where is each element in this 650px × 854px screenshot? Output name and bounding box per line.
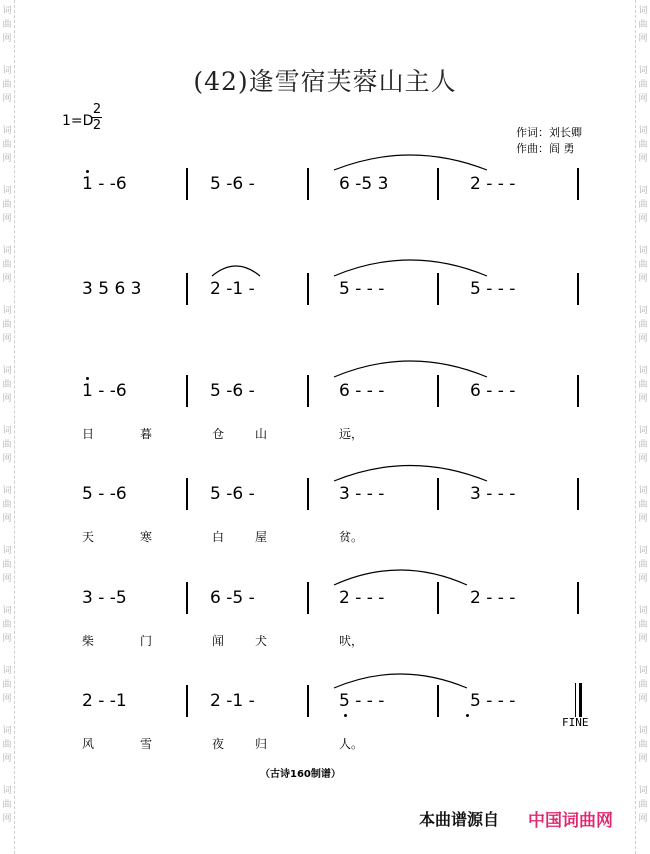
- barline: [307, 685, 309, 717]
- barline: [186, 582, 188, 614]
- final-barline: [575, 683, 576, 717]
- watermark-glyph: 网: [2, 454, 12, 464]
- watermark-left: [0, 0, 14, 854]
- watermark-block: [636, 4, 650, 46]
- composer-credit: 作曲：阎 勇: [516, 142, 575, 155]
- left-margin: [0, 0, 15, 854]
- watermark-glyph: 曲: [2, 620, 12, 630]
- lyric-syllable: 门: [140, 634, 153, 648]
- watermark-block: [0, 4, 14, 46]
- watermark-glyph: 词: [2, 486, 12, 496]
- measure: 3 - -5: [82, 588, 127, 608]
- watermark-block: [636, 724, 650, 766]
- right-margin: [635, 0, 650, 854]
- watermark-glyph: 网: [638, 274, 648, 284]
- watermark-glyph: 词: [638, 246, 648, 256]
- watermark-block: [636, 484, 650, 526]
- measure: 2 - - -: [470, 588, 516, 608]
- watermark-block: [636, 124, 650, 166]
- watermark-block: [0, 304, 14, 346]
- watermark-glyph: 曲: [2, 20, 12, 30]
- watermark-glyph: 词: [638, 786, 648, 796]
- lyric-syllable: 暮: [140, 427, 153, 441]
- lyric-syllable: 贫。: [339, 530, 364, 544]
- watermark-glyph: 曲: [638, 800, 648, 810]
- watermark-block: [0, 424, 14, 466]
- lyric-syllable: 闻: [212, 634, 225, 648]
- measure: 2 - - -: [470, 174, 516, 194]
- watermark-glyph: 曲: [2, 440, 12, 450]
- time-signature: [90, 103, 104, 132]
- watermark-glyph: 曲: [638, 320, 648, 330]
- watermark-glyph: 曲: [638, 440, 648, 450]
- lyric-syllable: 白: [212, 530, 225, 544]
- watermark-glyph: 词: [638, 726, 648, 736]
- barline: [437, 273, 439, 305]
- watermark-glyph: 曲: [638, 560, 648, 570]
- watermark-glyph: 网: [638, 94, 648, 104]
- watermark-glyph: 曲: [2, 680, 12, 690]
- lyric-syllable: 风: [82, 737, 95, 751]
- measure: 6 - - -: [339, 381, 385, 401]
- lyric-syllable: 山: [255, 427, 268, 441]
- watermark-block: [636, 544, 650, 586]
- octave-dot-low: [344, 714, 347, 717]
- watermark-glyph: 网: [2, 574, 12, 584]
- measure: 5 - - -: [470, 279, 516, 299]
- measure: 1 - -6: [82, 174, 127, 194]
- slur: [334, 260, 487, 276]
- watermark-glyph: 词: [638, 306, 648, 316]
- watermark-block: [0, 604, 14, 646]
- watermark-block: [636, 664, 650, 706]
- barline: [307, 478, 309, 510]
- watermark-block: [0, 124, 14, 166]
- barline: [437, 168, 439, 200]
- measure: 3 - - -: [339, 484, 385, 504]
- watermark-glyph: 网: [2, 334, 12, 344]
- octave-dot-high: [86, 377, 89, 380]
- slur: [334, 466, 487, 482]
- watermark-glyph: 网: [638, 514, 648, 524]
- barline: [186, 168, 188, 200]
- watermark-glyph: 网: [2, 94, 12, 104]
- footer-source-label: 本曲谱源自: [419, 810, 500, 829]
- watermark-glyph: 曲: [638, 200, 648, 210]
- lyric-syllable: 天: [82, 530, 95, 544]
- barline: [186, 478, 188, 510]
- lyric-syllable: 吠，: [339, 634, 364, 648]
- watermark-glyph: 网: [2, 34, 12, 44]
- watermark-glyph: 曲: [638, 80, 648, 90]
- watermark-glyph: 曲: [638, 380, 648, 390]
- slur: [334, 155, 487, 170]
- measure: 5 -6 -: [210, 174, 255, 194]
- lyric-syllable: 人。: [339, 737, 364, 751]
- watermark-block: [0, 544, 14, 586]
- watermark-glyph: 词: [638, 426, 648, 436]
- measure: 2 -1 -: [210, 279, 255, 299]
- watermark-glyph: 网: [638, 574, 648, 584]
- watermark-glyph: 曲: [638, 500, 648, 510]
- watermark-glyph: 曲: [2, 500, 12, 510]
- fine-mark: FINE: [562, 716, 589, 729]
- slur: [334, 361, 487, 377]
- watermark-glyph: 曲: [2, 740, 12, 750]
- barline: [437, 685, 439, 717]
- watermark-glyph: 曲: [638, 740, 648, 750]
- octave-dot-high: [86, 170, 89, 173]
- watermark-glyph: 词: [638, 186, 648, 196]
- watermark-block: [636, 244, 650, 286]
- watermark-block: [636, 604, 650, 646]
- measure: 3 - - -: [470, 484, 516, 504]
- measure: 2 -1 -: [210, 691, 255, 711]
- measure: 1 - -6: [82, 381, 127, 401]
- watermark-glyph: 网: [638, 814, 648, 824]
- lyric-syllable: 远，: [339, 427, 364, 441]
- watermark-glyph: 网: [2, 814, 12, 824]
- watermark-block: [636, 304, 650, 346]
- watermark-right: [636, 0, 650, 854]
- watermark-glyph: 曲: [2, 380, 12, 390]
- watermark-block: [0, 784, 14, 826]
- watermark-glyph: 曲: [2, 140, 12, 150]
- watermark-glyph: 词: [638, 366, 648, 376]
- slur: [212, 266, 260, 276]
- watermark-glyph: 网: [638, 634, 648, 644]
- watermark-glyph: 词: [2, 426, 12, 436]
- watermark-glyph: 词: [2, 66, 12, 76]
- watermark-glyph: 词: [638, 126, 648, 136]
- watermark-glyph: 曲: [2, 320, 12, 330]
- slur: [334, 570, 467, 585]
- watermark-glyph: 网: [638, 694, 648, 704]
- measure: 5 - - -: [470, 691, 516, 711]
- watermark-glyph: 曲: [2, 80, 12, 90]
- measure: 6 -5 -: [210, 588, 255, 608]
- watermark-block: [0, 484, 14, 526]
- barline: [186, 685, 188, 717]
- measure: 6 - - -: [470, 381, 516, 401]
- watermark-glyph: 词: [638, 606, 648, 616]
- watermark-glyph: 网: [638, 34, 648, 44]
- watermark-glyph: 网: [638, 394, 648, 404]
- watermark-glyph: 曲: [638, 260, 648, 270]
- lyric-syllable: 犬: [255, 634, 268, 648]
- barline: [577, 375, 579, 407]
- watermark-glyph: 词: [2, 366, 12, 376]
- source-note: （古诗160制谱）: [260, 769, 341, 780]
- watermark-glyph: 词: [2, 246, 12, 256]
- watermark-glyph: 词: [2, 546, 12, 556]
- watermark-glyph: 词: [2, 126, 12, 136]
- watermark-glyph: 网: [638, 334, 648, 344]
- key-signature: 1=D: [62, 113, 94, 129]
- barline: [577, 168, 579, 200]
- watermark-glyph: 曲: [638, 680, 648, 690]
- lyric-syllable: 柴: [82, 634, 95, 648]
- barline: [307, 375, 309, 407]
- watermark-block: [0, 184, 14, 226]
- measure: 3 5 6 3: [82, 279, 142, 299]
- barline: [307, 168, 309, 200]
- barline: [577, 478, 579, 510]
- lyric-syllable: 雪: [140, 737, 153, 751]
- watermark-glyph: 曲: [2, 800, 12, 810]
- watermark-glyph: 词: [638, 486, 648, 496]
- watermark-glyph: 词: [2, 306, 12, 316]
- watermark-glyph: 网: [638, 154, 648, 164]
- watermark-glyph: 词: [638, 66, 648, 76]
- lyric-syllable: 夜: [212, 737, 225, 751]
- watermark-block: [0, 724, 14, 766]
- lyric-syllable: 寒: [140, 530, 153, 544]
- barline: [307, 273, 309, 305]
- watermark-glyph: 词: [2, 786, 12, 796]
- lyric-syllable: 仓: [212, 427, 225, 441]
- slur: [334, 674, 467, 688]
- watermark-glyph: 词: [638, 6, 648, 16]
- barline: [307, 582, 309, 614]
- watermark-glyph: 词: [2, 186, 12, 196]
- watermark-glyph: 网: [2, 214, 12, 224]
- measure: 5 -6 -: [210, 484, 255, 504]
- watermark-glyph: 曲: [2, 200, 12, 210]
- lyric-syllable: 屋: [255, 530, 268, 544]
- watermark-glyph: 网: [2, 754, 12, 764]
- time-signature-denominator: 2: [92, 118, 102, 133]
- watermark-glyph: 网: [638, 214, 648, 224]
- measure: 6 -5 3: [339, 174, 389, 194]
- measure: 5 - -6: [82, 484, 127, 504]
- watermark-glyph: 词: [2, 666, 12, 676]
- watermark-glyph: 网: [2, 394, 12, 404]
- measure: 5 - - -: [339, 279, 385, 299]
- measure: 5 -6 -: [210, 381, 255, 401]
- octave-dot-low: [466, 714, 469, 717]
- lyric-syllable: 归: [255, 737, 268, 751]
- barline: [437, 478, 439, 510]
- watermark-glyph: 网: [638, 454, 648, 464]
- watermark-block: [636, 784, 650, 826]
- watermark-glyph: 网: [2, 694, 12, 704]
- watermark-glyph: 曲: [638, 140, 648, 150]
- barline: [437, 375, 439, 407]
- watermark-glyph: 词: [638, 546, 648, 556]
- time-signature-numerator: 2: [92, 102, 102, 117]
- watermark-glyph: 词: [2, 6, 12, 16]
- barline: [186, 375, 188, 407]
- watermark-glyph: 网: [638, 754, 648, 764]
- barline: [577, 582, 579, 614]
- barline: [577, 273, 579, 305]
- watermark-glyph: 曲: [2, 560, 12, 570]
- watermark-glyph: 词: [638, 666, 648, 676]
- watermark-block: [636, 184, 650, 226]
- watermark-block: [636, 364, 650, 406]
- lyric-syllable: 日: [82, 427, 95, 441]
- watermark-glyph: 网: [2, 154, 12, 164]
- watermark-block: [636, 424, 650, 466]
- measure: 2 - -1: [82, 691, 127, 711]
- watermark-glyph: 词: [2, 606, 12, 616]
- watermark-glyph: 曲: [638, 20, 648, 30]
- watermark-glyph: 曲: [638, 620, 648, 630]
- lyricist-credit: 作词：刘长卿: [516, 126, 582, 139]
- watermark-block: [0, 664, 14, 706]
- barline: [186, 273, 188, 305]
- final-barline: [579, 683, 582, 717]
- watermark-glyph: 曲: [2, 260, 12, 270]
- measure: 5 - - -: [339, 691, 385, 711]
- watermark-block: [0, 364, 14, 406]
- watermark-block: [0, 244, 14, 286]
- footer-site-name: 中国词曲网: [528, 811, 613, 831]
- watermark-glyph: 词: [2, 726, 12, 736]
- measure: 2 - - -: [339, 588, 385, 608]
- song-title: (42)逢雪宿芙蓉山主人: [193, 67, 457, 96]
- watermark-glyph: 网: [2, 634, 12, 644]
- watermark-glyph: 网: [2, 514, 12, 524]
- watermark-glyph: 网: [2, 274, 12, 284]
- barline: [437, 582, 439, 614]
